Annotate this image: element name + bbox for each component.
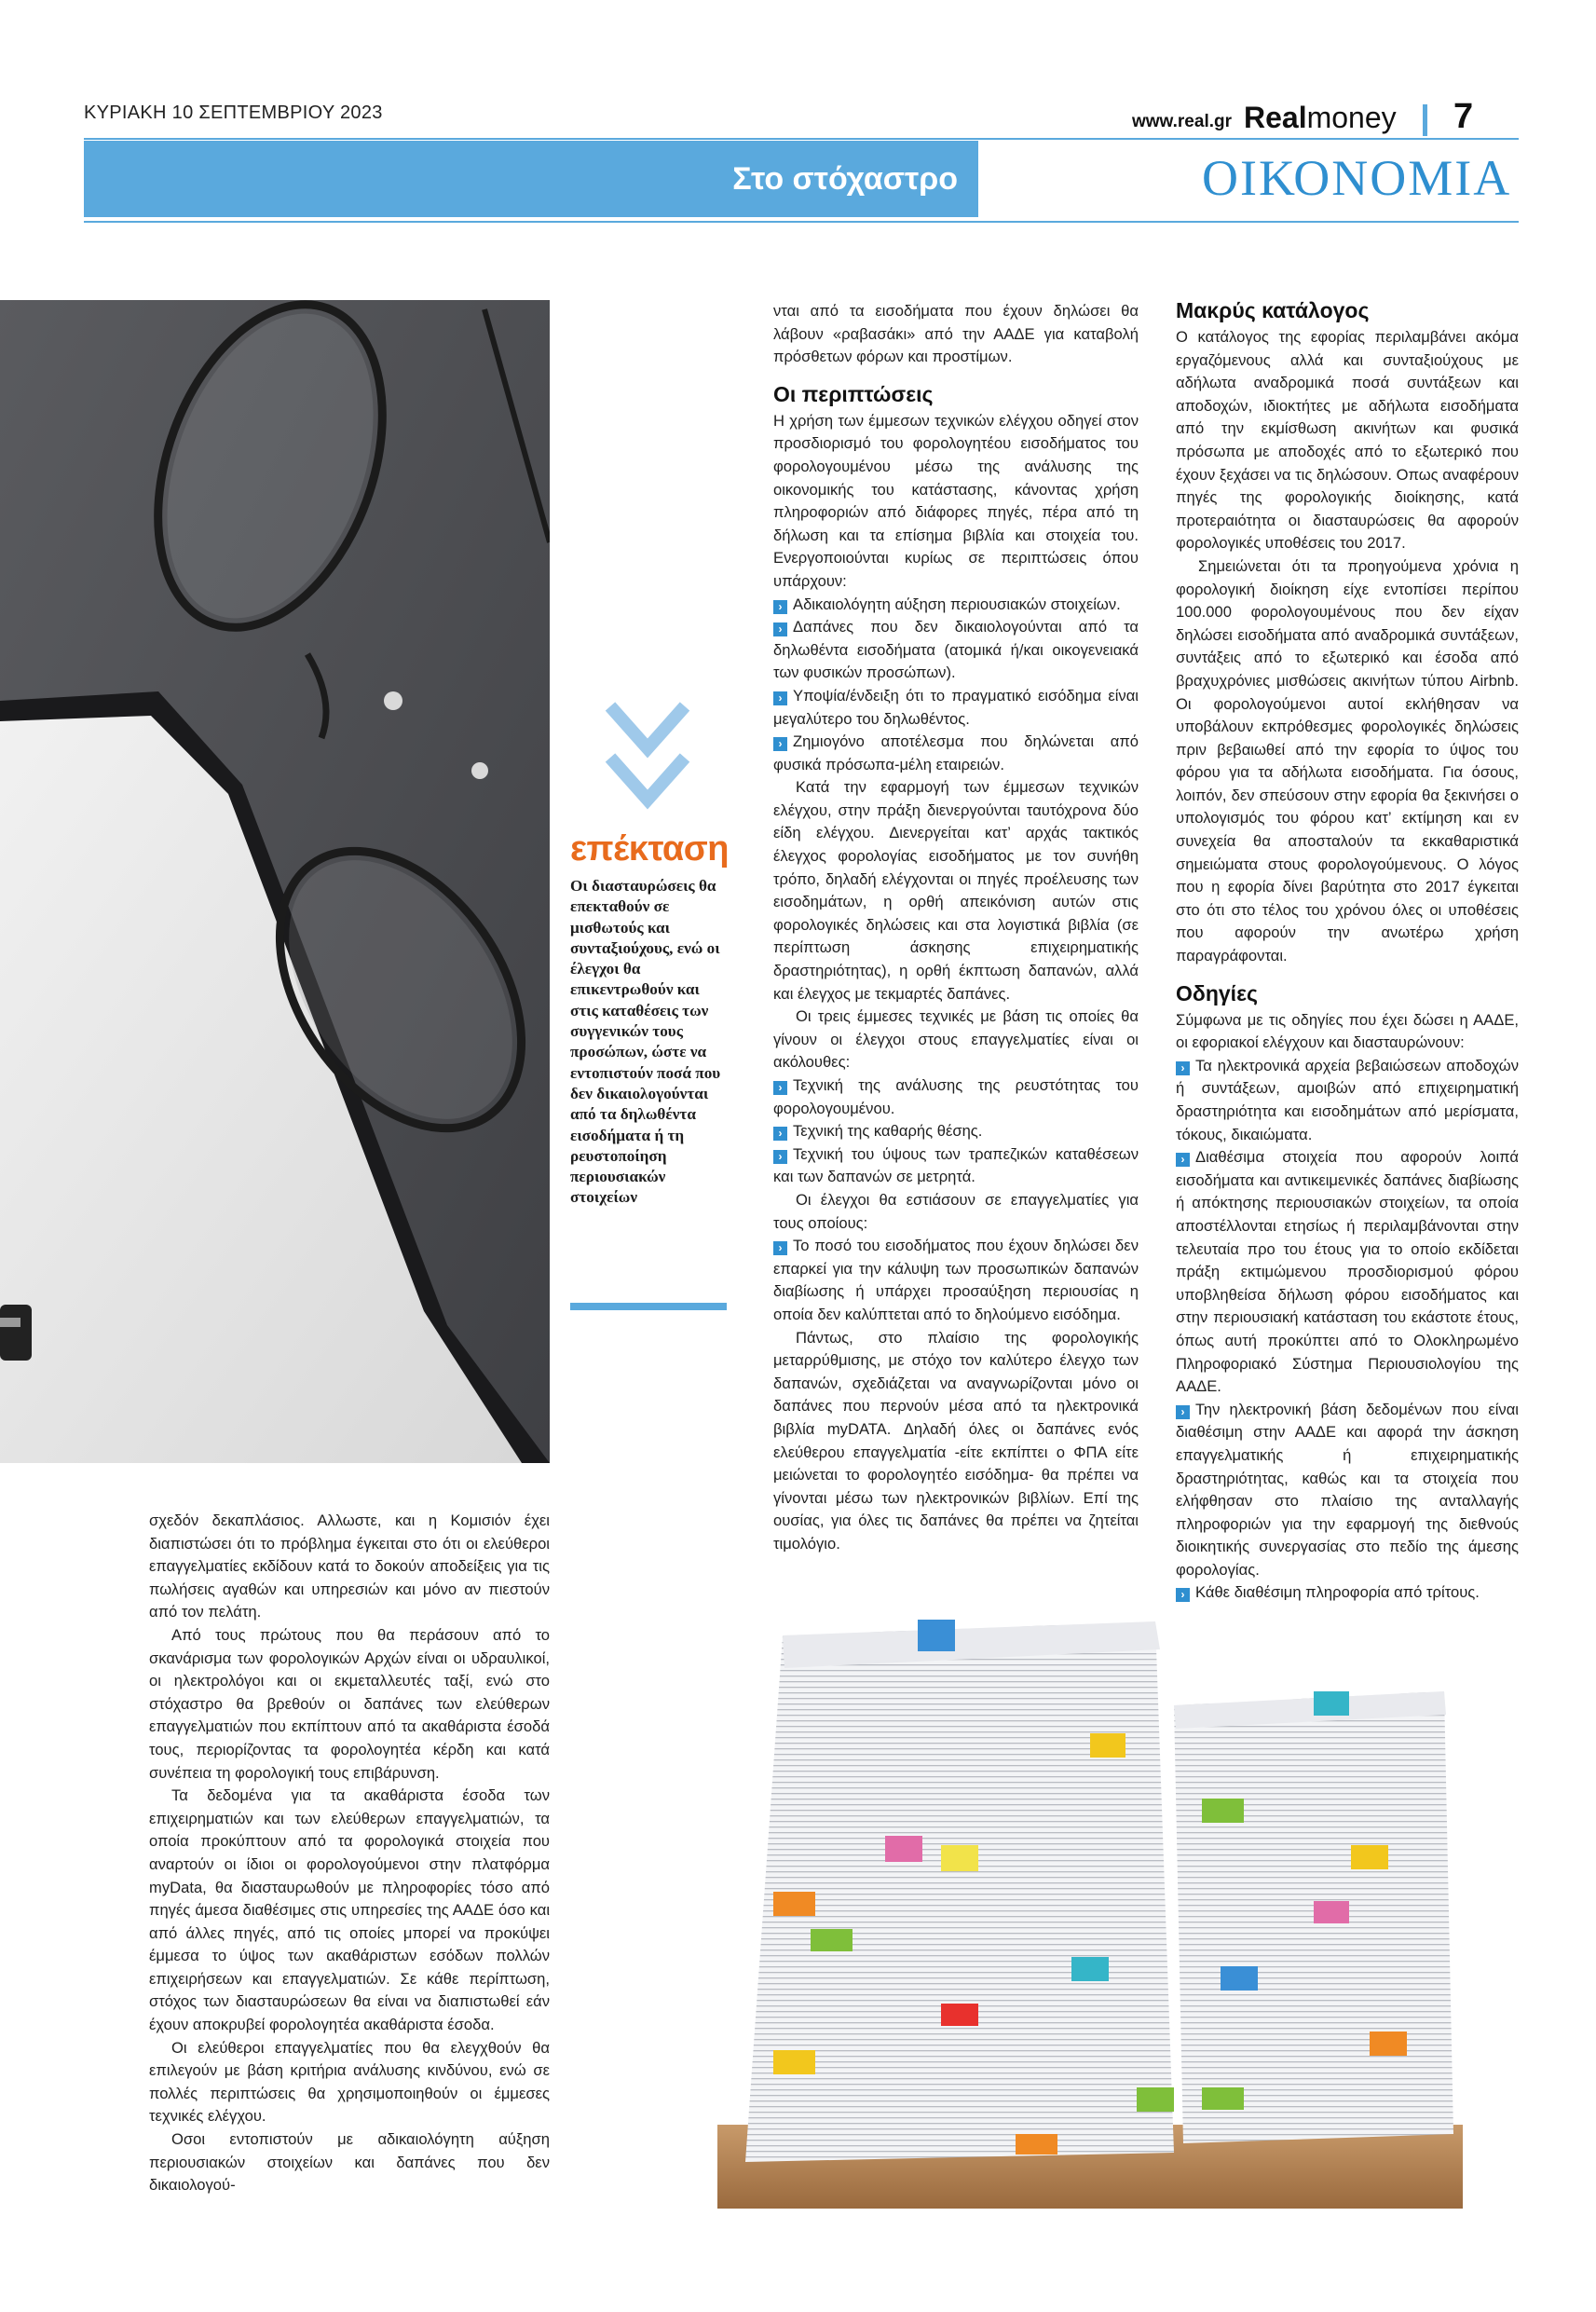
bullet-arrow-icon: › <box>773 737 787 751</box>
bullet-arrow-icon: › <box>773 691 787 705</box>
bullet-arrow-icon: › <box>773 1150 787 1164</box>
paragraph: σχεδόν δεκαπλάσιος. Αλλωστε, και η Κομισιόν έχει διαπιστώσει ότι το πρόβλημα έγκειται στο ότι οι ελεύθεροι επαγγελματίες εκδίδουν κατά το δοκούν αποδείξεις για τις πωλήσεις αγαθών και υπηρεσιών και μόνο αν πιεστούν από τον πελάτη. <box>149 1512 550 1621</box>
bullet-item: › Τεχνική της ανάλυσης της ρευστότητας του φορολογουμένου. <box>773 1076 1139 1117</box>
bullet-item: › Αδικαιολόγητη αύξηση περιουσιακών στοιχείων. <box>773 594 1139 617</box>
paragraph: Η χρήση των έμμεσων τεχνικών ελέγχου οδηγεί στον προσδιορισμό του φορολογητέου εισοδήματος του φορολογουμένου μέσω της ανάλυσης της οικονομικής του κατάστασης, κάνοντας χρήση πληροφοριών από διάφορες πηγές, πέρα από τη δήλωση και τα επίσημα βιβλία και στοιχεία του. Ενεργοποιούνται κυρίως σε περιπτώσεις όπου υπάρχουν: <box>773 411 1139 590</box>
bullet-item: › Τεχνική της καθαρής θέσης. <box>773 1120 1139 1143</box>
brand-logo <box>1244 101 1397 135</box>
bullet-arrow-icon: › <box>773 1241 787 1255</box>
chevron-down-double-icon <box>601 697 694 818</box>
glasses-clipboard-illustration <box>0 300 550 1463</box>
bullet-item: › Δαπάνες που δεν δικαιολογούνται από τα δηλωθέντα εισοδήματα (ατομικά ή/και οικογενειακά των φυσικών προσώπων). <box>773 618 1139 682</box>
bullet-arrow-icon: › <box>773 1127 787 1141</box>
bullet-item: › Ζημιογόνο αποτέλεσμα που δηλώνεται από φυσικά πρόσωπα-μέλη εταιρειών. <box>773 732 1139 773</box>
brand-rest: money <box>1306 101 1397 134</box>
paragraph: Από τους πρώτους που θα περάσουν από το σκανάρισμα των φορολογικών Αρχών είναι οι υδραυλικοί, οι ηλεκτρολόγοι και οι εκμεταλλευτές ταξί, ενώ στο στόχαστρο θα βρεθούν οι δαπάνες των ελεύθερων επαγγελματιών που εκπίπτουν από τα ακαθάριστα έσοδά τους, περιορίζοντας τα φορολογητέα κέρδη και κατά συνέπεια τη φορολογική τους επιβάρυνση. <box>149 1625 550 1782</box>
glasses-clipboard-photo <box>0 300 550 1463</box>
subheading-long-list: Μακρύς κατάλογος <box>1176 298 1370 322</box>
section-kicker <box>84 141 978 217</box>
section-kicker-text: Στο στόχαστρο <box>732 161 958 197</box>
bullet-arrow-icon: › <box>773 600 787 614</box>
bullet-arrow-icon: › <box>1176 1588 1190 1602</box>
sidebar-rule <box>570 1303 727 1310</box>
bullet-arrow-icon: › <box>1176 1153 1190 1167</box>
header-rule <box>84 138 1519 140</box>
paragraph: Οι τρεις έμμεσες τεχνικές με βάση τις οποίες θα γίνουν οι έλεγχοι στους επαγγελματίες είναι οι ακόλουθες: <box>773 1007 1139 1072</box>
subheading-cases: Οι περιπτώσεις <box>773 381 934 406</box>
bullet-item: › Τεχνική του ύψους των τραπεζικών καταθέσεων και των δαπανών σε μετρητά. <box>773 1144 1139 1186</box>
bullet-item: › Διαθέσιμα στοιχεία που αφορούν λοιπά εισοδήματα και αντικειμενικές δαπάνες διαβίωσης ή απόκτησης περιουσιακών στοιχείων, τα οποία αποστέλλονται ετησίως ή περιλαμβάνονται στην τελευταία προ του έτους για το οποίο εκδίδεται πράξη εκτιμώμενου προσδιορισμού φόρου υποβληθείσα δήλωση φόρου εισοδήματος και στην περιουσιακή κατάσταση του εκάστοτε έτους, όπως αυτή προκύπτει από το Ολοκληρωμένο Πληροφοριακό Σύστημα Περιουσιολογίου της ΑΑΔΕ. <box>1176 1148 1519 1396</box>
paragraph: Τα δεδομένα για τα ακαθάριστα έσοδα των επιχειρηματιών και των ελεύθερων επαγγελματιών, τα οποία προκύπτουν από τα φορολογικά στοιχεία που αναρτούν οι ίδιοι οι φορολογούμενοι στην πλατφόρμα myData, θα διασταυρωθούν με πληροφορίες τόσο από πηγές άμεσα διαθέσιμες στις υπηρεσίες της ΑΑΔΕ όσο και από άλλες πηγές, από τις οποίες μπορεί να προκύψει έμμεσα το ύψος των ακαθάριστων εσόδων πολλών επιχειρήσεων και επαγγελματιών. Σε κάθε περίπτωση, στόχος των διασταυρώσεων θα είναι να διαπιστωθεί εάν έχουν αποκρυβεί φορολογητέα ακαθάριστα έσοδα. <box>149 1786 550 2034</box>
bullet-item: › Την ηλεκτρονική βάση δεδομένων που είναι διαθέσιμη στην ΑΑΔΕ και αφορά την άσκηση επαγγελματικής ή επιχειρηματικής δραστηριότητας, καθώς και τα στοιχεία που ελήφθησαν στο πλαίσιο της ανταλλαγής πληροφοριών για την εφαρμογή της διεθνούς διοικητικής συνεργασίας στο πεδίο της άμεσης φορολογίας. <box>1176 1400 1519 1579</box>
paper-stacks-photo <box>717 1566 1463 2209</box>
sidebar-body: Οι διασταυρώσεις θα επεκταθούν σε μισθωτούς και συνταξιούχους, ενώ οι έλεγχοι θα επικεντρωθούν και στις καταθέσεις των συγγενικών τους προσώπων, ώστε να εντοπιστούν ποσά που δεν δικαιολογούνται από τα δηλωθέντα εισοδήματα ή τη ρευστοποίηση περιουσιακών στοιχείων <box>570 877 721 1207</box>
sidebar-title: επέκταση <box>570 829 729 869</box>
bullet-arrow-icon: › <box>773 1081 787 1095</box>
header-divider <box>1423 104 1427 136</box>
article-column-middle <box>773 300 1139 1555</box>
section-name: ΟΙΚΟΝΟΜΙΑ <box>1202 150 1512 206</box>
paragraph: Σύμφωνα με τις οδηγίες που έχει δώσει η ΑΑΔΕ, οι εφοριακοί ελέγχουν και διασταυρώνουν: <box>1176 1010 1519 1052</box>
paragraph: Οσοι εντοπιστούν με αδικαιολόγητη αύξηση περιουσιακών στοιχείων και δαπάνες που δεν δικαιολογού- <box>149 2130 550 2195</box>
bullet-item: › Το ποσό του εισοδήματος που έχουν δηλώσει δεν επαρκεί για την κάλυψη των προσωπικών δαπανών διαβίωσης ή υπάρχει προσαύξηση περιουσίας η οποία δεν καλύπτεται από το δηλούμενο εισόδημα. <box>773 1237 1139 1323</box>
paper-stacks-illustration <box>717 1566 1463 2209</box>
bullet-arrow-icon: › <box>773 622 787 636</box>
bullet-item: › Τα ηλεκτρονικά αρχεία βεβαιώσεων αποδοχών ή συντάξεων, αμοιβών από επιχειρηματική δραστηριότητα και εισοδημάτων από μερίσματα, τόκους, δικαιώματα. <box>1176 1056 1519 1143</box>
page-number: 7 <box>1453 97 1474 136</box>
paragraph: Σημειώνεται ότι τα προηγούμενα χρόνια η φορολογική διοίκηση είχε εντοπίσει περίπου 100.000 φορολογουμένους που δεν είχαν δηλώσει εισοδήματα από αναδρομικά συντάξεων, συντάξεις από το εξωτερικό και έσοδα από βραχυχρόνιες μισθώσεις ακινήτων τύπου Airbnb. Οι φορολογούμενοι αυτοί εκλήθησαν να υποβάλουν εκπρόθεσμες φορολογικές δηλώσεις πριν βεβαιωθεί από την εφορία το ύψος του φόρου για τα αδήλωτα εισοδήματα. Για όσους, λοιπόν, δεν σπεύσουν στην εφορία θα ξεκινήσει ο υπολογισμός του φόρου κατ’ εκτίμηση και εν συνεχεία θα αποσταλούν τα εκκαθαριστικά σημειώματα στους φορολογούμενους. Ο λόγος που η εφορία δίνει βαρύτητα στο 2017 έγκειται στο ότι στο τέλος του χρόνου όλες οι υποθέσεις που αφορούν την ανωτέρω χρήση παραγράφονται. <box>1176 556 1519 965</box>
website-url[interactable]: www.real.gr <box>1132 112 1232 131</box>
bullet-item: › Κάθε διαθέσιμη πληροφορία από τρίτους. <box>1176 1581 1519 1605</box>
header-rule-bottom <box>84 221 1519 223</box>
paragraph: νται από τα εισοδήματα που έχουν δηλώσει θα λάβουν «ραβασάκι» από την ΑΑΔΕ για καταβολή πρόσθετων φόρων και προστίμων. <box>773 302 1139 366</box>
bullet-arrow-icon: › <box>1176 1405 1190 1419</box>
paragraph: Οι ελεύθεροι επαγγελματίες που θα ελεγχθούν θα επιλεγούν με βάση κριτήρια ανάλυσης κινδύνου, ενώ σε πολλές περιπτώσεις θα χρησιμοποιηθούν οι έμμεσες τεχνικές ελέγχου. <box>149 2038 550 2126</box>
paragraph: Πάντως, στο πλαίσιο της φορολογικής μεταρρύθμισης, με στόχο τον καλύτερο έλεγχο των δαπανών, σχεδιάζεται να αναγνωρίζονται μόνο οι δαπάνες που περνούν μέσα από τα ηλεκτρονικά βιβλία myDATA. Δηλαδή όλες οι δαπάνες ενός ελεύθερου επαγγελματία -είτε εκπίπτει ο ΦΠΑ είτε μειώνεται το φορολογητέο εισόδημα- θα πρέπει να γίνονται μέσω των ηλεκτρονικών βιβλίων. Επί της ουσίας, για όλες τις δαπάνες θα πρέπει να ζητείται τιμολόγιο. <box>773 1328 1139 1553</box>
article-column-right <box>1176 296 1519 1605</box>
paragraph: Ο κατάλογος της εφορίας περιλαμβάνει ακόμα εργαζόμενους αλλά και συνταξιούχους με αδήλωτα αναδρομικά ποσά συντάξεων και αποδοχών, ιδιοκτήτες με αδήλωτα εισοδήματα από την εκμίσθωση ακινήτων και φυσικά πρόσωπα με αποδοχές από το εξωτερικό που έχουν ξεχάσει να τις δηλώσουν. Οπως αναφέρουν πηγές της φορολογικής διοίκησης, κατά προτεραιότητα οι διασταυρώσεις θα αφορούν φορολογικές υποθέσεις του 2017. <box>1176 328 1519 553</box>
article-column-left <box>149 1510 550 2197</box>
issue-date: ΚΥΡΙΑΚΗ 10 ΣΕΠΤΕΜΒΡΙΟΥ 2023 <box>84 103 383 123</box>
paragraph: Κατά την εφαρμογή των έμμεσων τεχνικών ελέγχου, στην πράξη διενεργούνται ταυτόχρονα δύο είδη ελέγχου. Διενεργείται κατ’ αρχάς τακτικός έλεγχος φορολογίας εισοδήματος με τον συνήθη τρόπο, δηλαδή ελέγχονται οι πηγές προέλευσης των εισοδημάτων, η ορθή απεικόνιση αυτών στις φορολογικές δηλώσεις και στα λογιστικά βιβλία (σε περίπτωση άσκησης επιχειρηματικής δραστηριότητας), η ορθή έκπτωση δαπανών, αλλά και έλεγχος με τεκμαρτές δαπάνες. <box>773 778 1139 1003</box>
bullet-arrow-icon: › <box>1176 1061 1190 1075</box>
bullet-item: › Υποψία/ένδειξη ότι το πραγματικό εισόδημα είναι μεγαλύτερο του δηλωθέντος. <box>773 686 1139 728</box>
subheading-instructions: Οδηγίες <box>1176 980 1258 1006</box>
brand-bold: Real <box>1244 101 1307 134</box>
paragraph: Οι έλεγχοι θα εστιάσουν σε επαγγελματίες για τους οποίους: <box>773 1190 1139 1232</box>
